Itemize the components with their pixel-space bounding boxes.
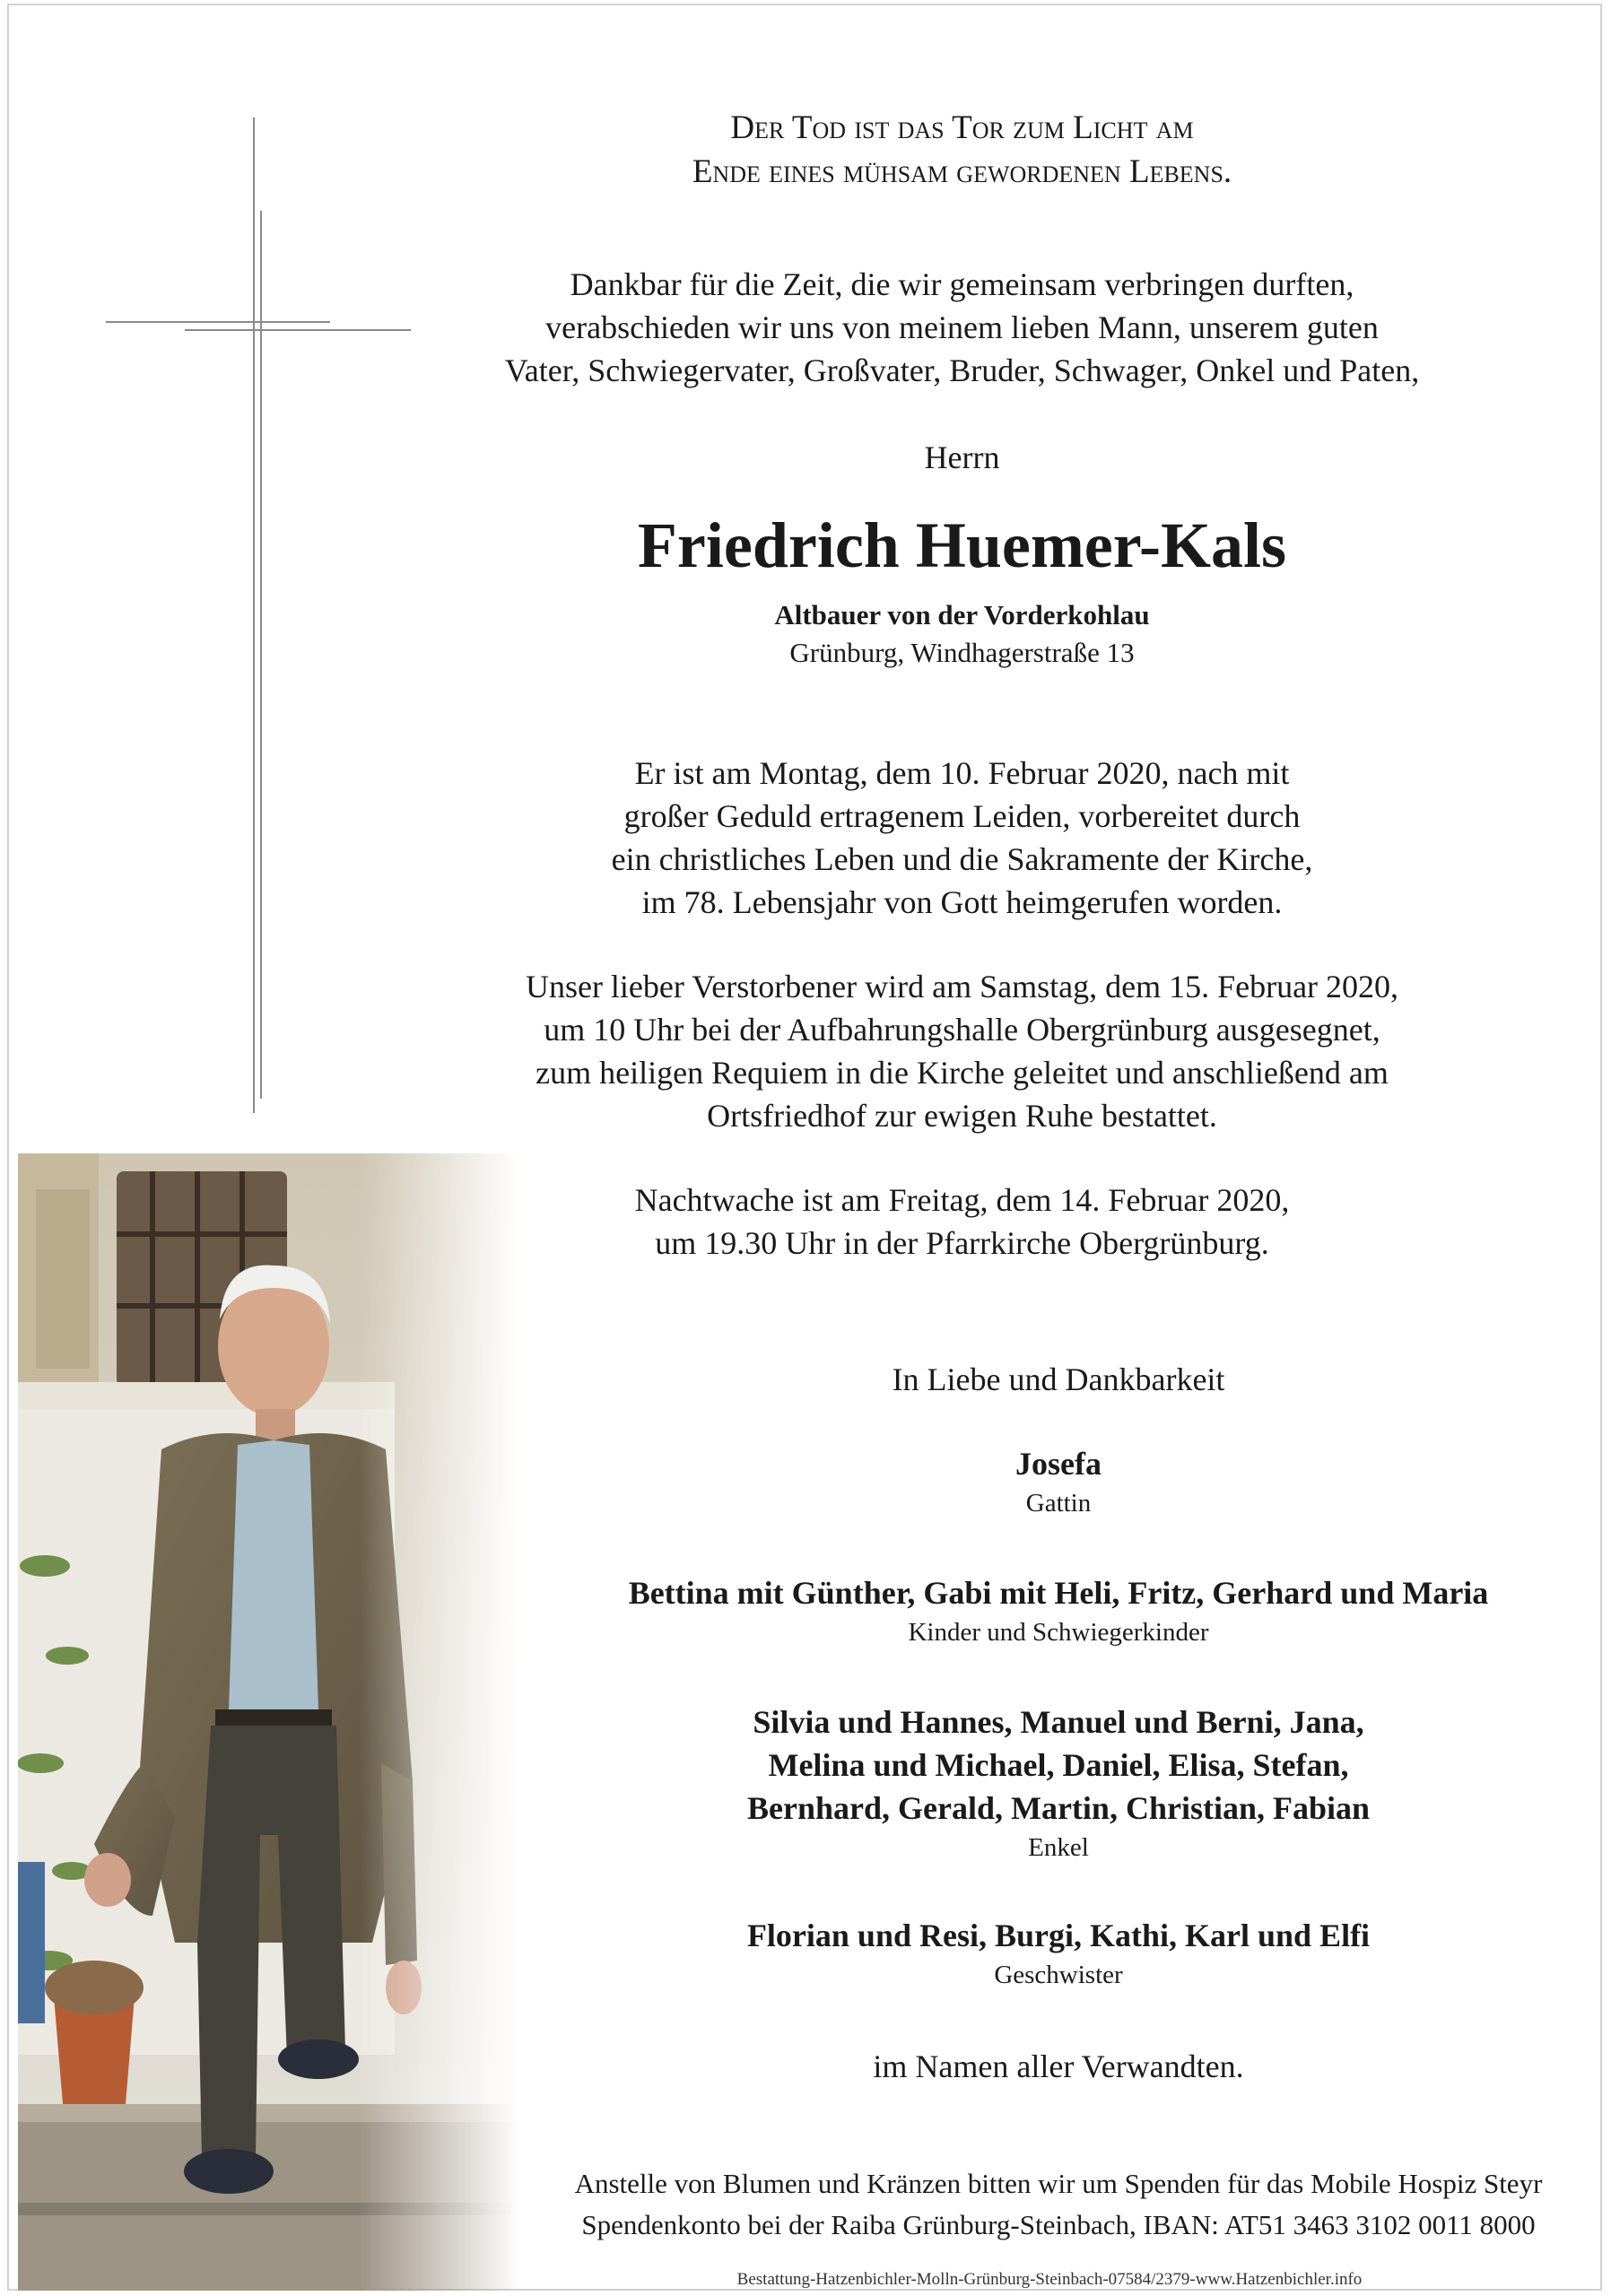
death-line: ein christliches Leben und die Sakramente der Kirche, xyxy=(611,841,1313,877)
death-notice xyxy=(422,752,1502,924)
wake-line: Nachtwache ist am Freitag, dem 14. Februar 2020, xyxy=(634,1182,1290,1218)
death-line: im 78. Lebensjahr von Gott heimgerufen worden. xyxy=(641,884,1283,920)
funeral-line: um 10 Uhr bei der Aufbahrungshalle Obergrünburg ausgesegnet, xyxy=(544,1012,1380,1048)
intro-line: Vater, Schwiegervater, Großvater, Bruder, Schwager, Onkel und Paten, xyxy=(504,352,1420,388)
member-names: Josefa xyxy=(1015,1446,1102,1482)
quote xyxy=(422,106,1502,194)
donation-line: Anstelle von Blumen und Kränzen bitten wir um Spenden für das Mobile Hospiz Steyr xyxy=(574,2168,1543,2199)
donation-note xyxy=(529,2163,1588,2246)
salutation: Herrn xyxy=(924,439,1000,475)
footer-funeral-home: Bestattung-Hatzenbichler-Molln-Grünburg-Steinbach-07584/2379-www.Hatzenbichler.info xyxy=(736,2270,1363,2289)
member-names: Silvia und Hannes, Manuel und Berni, Jana, xyxy=(753,1704,1364,1740)
cross-icon xyxy=(106,117,411,1113)
member-relation: Kinder und Schwiegerkinder xyxy=(908,1618,1209,1647)
family-intro: In Liebe und Dankbarkeit xyxy=(892,1361,1225,1397)
death-line: Er ist am Montag, dem 10. Februar 2020, nach mit xyxy=(634,755,1290,791)
family-member-group xyxy=(529,1571,1588,1650)
member-relation: Geschwister xyxy=(994,1961,1123,1989)
obituary-page xyxy=(7,4,1602,2291)
family-closing: im Namen aller Verwandten. xyxy=(873,2048,1244,2084)
intro-line: Dankbar für die Zeit, die wir gemeinsam verbringen durften, xyxy=(570,266,1354,302)
member-relation: Gattin xyxy=(1025,1489,1092,1518)
wake-notice xyxy=(422,1178,1502,1265)
funeral-notice xyxy=(422,965,1502,1137)
deceased-name: Friedrich Huemer-Kals xyxy=(637,509,1287,581)
member-names: Florian und Resi, Burgi, Kathi, Karl und Elfi xyxy=(746,1918,1371,1953)
intro-text xyxy=(422,263,1502,392)
member-names: Bettina mit Günther, Gabi mit Heli, Fritz, Gerhard und Maria xyxy=(628,1575,1489,1611)
deceased-address: Grünburg, Windhagerstraße 13 xyxy=(789,637,1135,668)
funeral-line: Ortsfriedhof zur ewigen Ruhe bestattet. xyxy=(707,1098,1217,1134)
funeral-line: Unser lieber Verstorbener wird am Samstag, dem 15. Februar 2020, xyxy=(525,969,1399,1004)
intro-line: verabschieden wir uns von meinem lieben Mann, unserem guten xyxy=(545,309,1379,345)
death-line: großer Geduld ertragenem Leiden, vorbereitet durch xyxy=(623,798,1301,834)
member-names: Melina und Michael, Daniel, Elisa, Stefan, xyxy=(768,1747,1349,1783)
quote-line: Der Tod ist das Tor zum Licht am xyxy=(730,109,1194,146)
member-names: Bernhard, Gerald, Martin, Christian, Fabian xyxy=(746,1790,1371,1826)
deceased-occupation: Altbauer von der Vorderkohlau xyxy=(774,599,1150,631)
quote-line: Ende eines mühsam gewordenen Lebens. xyxy=(692,153,1232,190)
family-member-group xyxy=(529,1914,1588,1993)
portrait-photo xyxy=(18,1153,520,2291)
wake-line: um 19.30 Uhr in der Pfarrkirche Obergrünburg. xyxy=(655,1225,1269,1261)
member-relation: Enkel xyxy=(1028,1833,1089,1862)
family-member-group xyxy=(529,1442,1588,1521)
family-member-group xyxy=(529,1700,1588,1866)
donation-line: Spendenkonto bei der Raiba Grünburg-Steinbach, IBAN: AT51 3463 3102 0011 8000 xyxy=(581,2209,1536,2240)
funeral-line: zum heiligen Requiem in die Kirche geleitet und anschließend am xyxy=(536,1055,1389,1091)
